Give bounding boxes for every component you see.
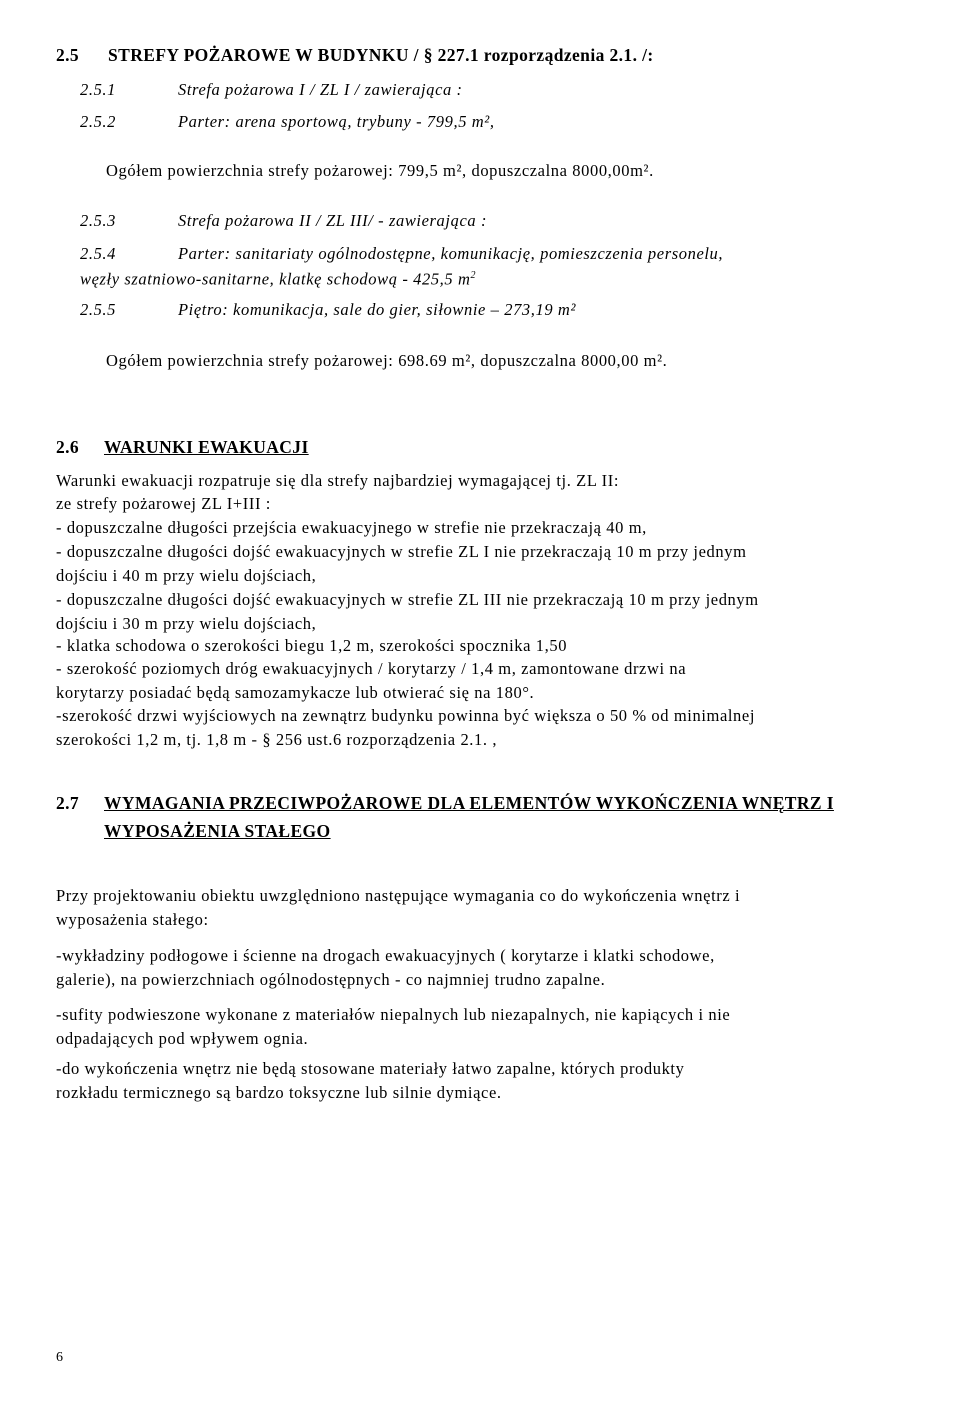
subsection-2-5-4: [80, 244, 723, 264]
evacuation-line: -szerokość drzwi wyjściowych na zewnątrz budynku powinna być większa o 50 % od minimalnej: [56, 706, 756, 725]
paragraph-line: galerie), na powierzchniach ogólnodostępnych - co najmniej trudno zapalne.: [56, 970, 606, 989]
paragraph-line: wyposażenia stałego:: [56, 910, 209, 929]
section-title: WARUNKI EWAKUACJI: [104, 437, 309, 457]
subsection-number: 2.5.5: [80, 300, 116, 319]
subsection-text: Piętro: komunikacja, sale do gier, siłownie – 273,19 m²: [178, 300, 576, 319]
subsection-text: Strefa pożarowa I / ZL I / zawierająca :: [178, 80, 463, 99]
total-area-zone-2: Ogółem powierzchnia strefy pożarowej: 698.69 m², dopuszczalna 8000,00 m².: [106, 351, 668, 370]
subsection-number: 2.5.4: [80, 244, 116, 263]
subsection-number: 2.5.2: [80, 112, 116, 131]
evacuation-line: ze strefy pożarowej ZL I+III :: [56, 494, 271, 513]
section-2-7-heading: [56, 792, 834, 814]
paragraph-line: -sufity podwieszone wykonane z materiałów niepalnych lub niezapalnych, nie kapiących i nie: [56, 1005, 731, 1024]
section-number: 2.6: [56, 437, 80, 457]
evacuation-line: - klatka schodowa o szerokości biegu 1,2 m, szerokości spocznika 1,50: [56, 636, 568, 655]
superscript: 2: [470, 270, 477, 281]
evacuation-line: dojściu i 40 m przy wielu dojściach,: [56, 566, 317, 585]
subsection-text-line2: węzły szatniowo-sanitarne, klatkę schodową - 425,5 m: [80, 269, 471, 289]
subsection-text: Strefa pożarowa II / ZL III/ - zawierająca :: [178, 211, 488, 230]
subsection-2-5-3: [80, 211, 487, 231]
section-number: 2.7: [56, 793, 80, 813]
subsection-text-line1: Parter: sanitariaty ogólnodostępne, komunikację, pomieszczenia personelu,: [178, 244, 724, 263]
paragraph-line: Przy projektowaniu obiektu uwzględniono następujące wymagania co do wykończenia wnętrz i: [56, 886, 741, 905]
paragraph-line: -do wykończenia wnętrz nie będą stosowane materiały łatwo zapalne, których produkty: [56, 1059, 685, 1078]
paragraph-line: rozkładu termicznego są bardzo toksyczne lub silnie dymiące.: [56, 1083, 502, 1102]
subsection-2-5-2: [80, 112, 495, 132]
section-number: 2.5: [56, 45, 80, 65]
section-title: STREFY POŻAROWE W BUDYNKU / § 227.1 rozporządzenia 2.1. /:: [108, 45, 654, 65]
subsection-number: 2.5.3: [80, 211, 116, 230]
evacuation-line: Warunki ewakuacji rozpatruje się dla strefy najbardziej wymagającej tj. ZL II:: [56, 471, 620, 490]
section-2-6-heading: [56, 436, 309, 458]
evacuation-line: korytarzy posiadać będą samozamykacze lub otwierać się na 180°.: [56, 683, 535, 702]
subsection-2-5-4-continued: [80, 266, 476, 290]
section-2-5-heading: [56, 44, 654, 66]
paragraph-line: odpadających pod wpływem ognia.: [56, 1029, 309, 1048]
subsection-2-5-5: [80, 300, 576, 320]
evacuation-line: - dopuszczalne długości dojść ewakuacyjnych w strefie ZL III nie przekraczają 10 m przy jednym: [56, 590, 759, 609]
evacuation-line: - dopuszczalne długości przejścia ewakuacyjnego w strefie nie przekraczają 40 m,: [56, 518, 647, 537]
evacuation-line: - dopuszczalne długości dojść ewakuacyjnych w strefie ZL I nie przekraczają 10 m przy jednym: [56, 542, 747, 561]
section-title-line2: WYPOSAŻENIA STAŁEGO: [104, 821, 331, 841]
section-title-line1: WYMAGANIA PRZECIWPOŻAROWE DLA ELEMENTÓW WYKOŃCZENIA WNĘTRZ I: [104, 793, 834, 813]
subsection-text: Parter: arena sportową, trybuny - 799,5 m²,: [178, 112, 495, 131]
page-number: 6: [56, 1350, 63, 1365]
evacuation-line: - szerokość poziomych dróg ewakuacyjnych / korytarzy / 1,4 m, zamontowane drzwi na: [56, 659, 687, 678]
paragraph-line: -wykładziny podłogowe i ścienne na drogach ewakuacyjnych ( korytarze i klatki schodowe,: [56, 946, 715, 965]
subsection-2-5-1: [80, 80, 463, 100]
evacuation-line: dojściu i 30 m przy wielu dojściach,: [56, 614, 317, 633]
section-2-7-heading-continued: [104, 820, 331, 842]
total-area-zone-1: Ogółem powierzchnia strefy pożarowej: 799,5 m², dopuszczalna 8000,00m².: [106, 161, 654, 180]
evacuation-line: szerokości 1,2 m, tj. 1,8 m - § 256 ust.6 rozporządzenia 2.1. ,: [56, 730, 498, 749]
subsection-number: 2.5.1: [80, 80, 116, 99]
